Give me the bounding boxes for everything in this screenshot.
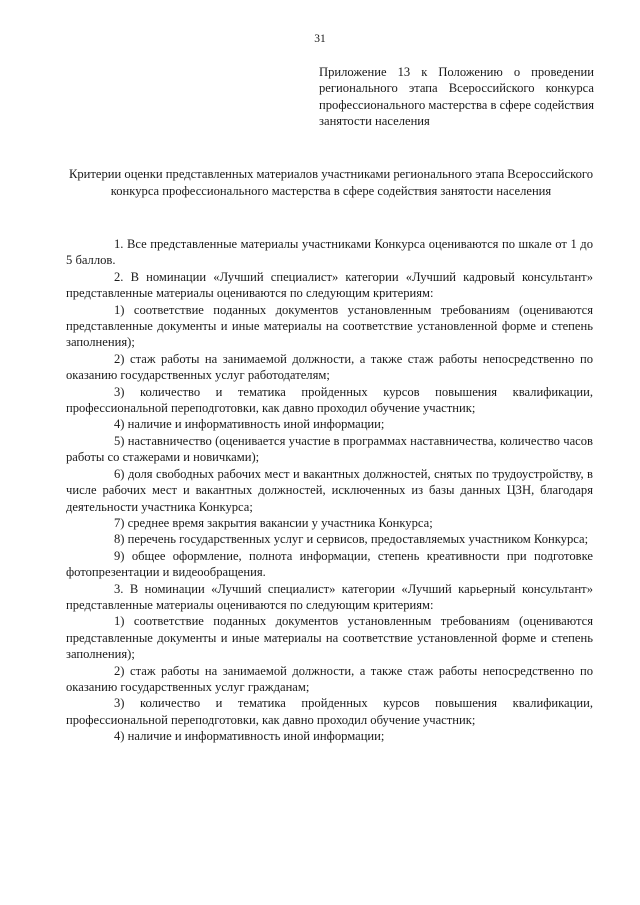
paragraph: 8) перечень государственных услуг и сервисов, предоставляемых участником Конкурса; — [114, 532, 589, 547]
paragraph: 4) наличие и информативность иной информации; — [114, 417, 385, 432]
paragraph: 3. В номинации «Лучший специалист» категории «Лучший карьерный консультант» представленные материалы оцениваются по следующим критериям: — [66, 581, 593, 612]
paragraph: 1. Все представленные материалы участниками Конкурса оцениваются по шкале от 1 до 5 баллов. — [66, 237, 593, 268]
appendix-reference: Приложение 13 к Положению о проведении регионального этапа Всероссийского конкурса профессионального мастерства в сфере содействия занятости населения — [319, 65, 594, 129]
paragraph: 1) соответствие поданных документов установленным требованиям (оцениваются представленные документы и иные материалы на соответствие установленной форме и степень заполнения); — [66, 302, 593, 350]
paragraph: 1) соответствие поданных документов установленным требованиям (оцениваются представленные документы и иные материалы на соответствие установленной форме и степень заполнения); — [66, 614, 593, 662]
paragraph: 9) общее оформление, полнота информации, степень креативности при подготовке фотопрезентации и видеообращения. — [66, 548, 593, 580]
paragraph: 4) наличие и информативность иной информации; — [114, 729, 385, 744]
paragraph: 6) доля свободных рабочих мест и вакантных должностей, снятых по трудоустройству, в числе рабочих мест и вакантных должностей, исключенных из базы данных ЦЗН, благодаря деятельности участника Конкурса; — [66, 466, 593, 514]
paragraph: 2) стаж работы на занимаемой должности, а также стаж работы непосредственно по оказанию государственных услуг гражданам; — [66, 663, 593, 694]
paragraph: 5) наставничество (оценивается участие в программах наставничества, количество часов работы со стажерами и новичками); — [66, 433, 593, 465]
document-body — [66, 236, 593, 745]
paragraph: 3) количество и тематика пройденных курсов повышения квалификации, профессиональной переподготовки, как давно проходил обучение участник; — [66, 384, 593, 416]
paragraph: 3) количество и тематика пройденных курсов повышения квалификации, профессиональной переподготовки, как давно проходил обучение участник; — [66, 696, 593, 727]
document-title: Критерии оценки представленных материалов участниками регионального этапа Всероссийского конкурса профессионального мастерства в сфере содействия занятости населения — [68, 167, 594, 199]
page-number: 31 — [314, 33, 326, 45]
paragraph: 7) среднее время закрытия вакансии у участника Конкурса; — [114, 515, 433, 530]
paragraph: 2. В номинации «Лучший специалист» категории «Лучший кадровый консультант» представленные материалы оцениваются по следующим критериям: — [66, 269, 593, 301]
paragraph: 2) стаж работы на занимаемой должности, а также стаж работы непосредственно по оказанию государственных услуг работодателям; — [66, 351, 593, 383]
